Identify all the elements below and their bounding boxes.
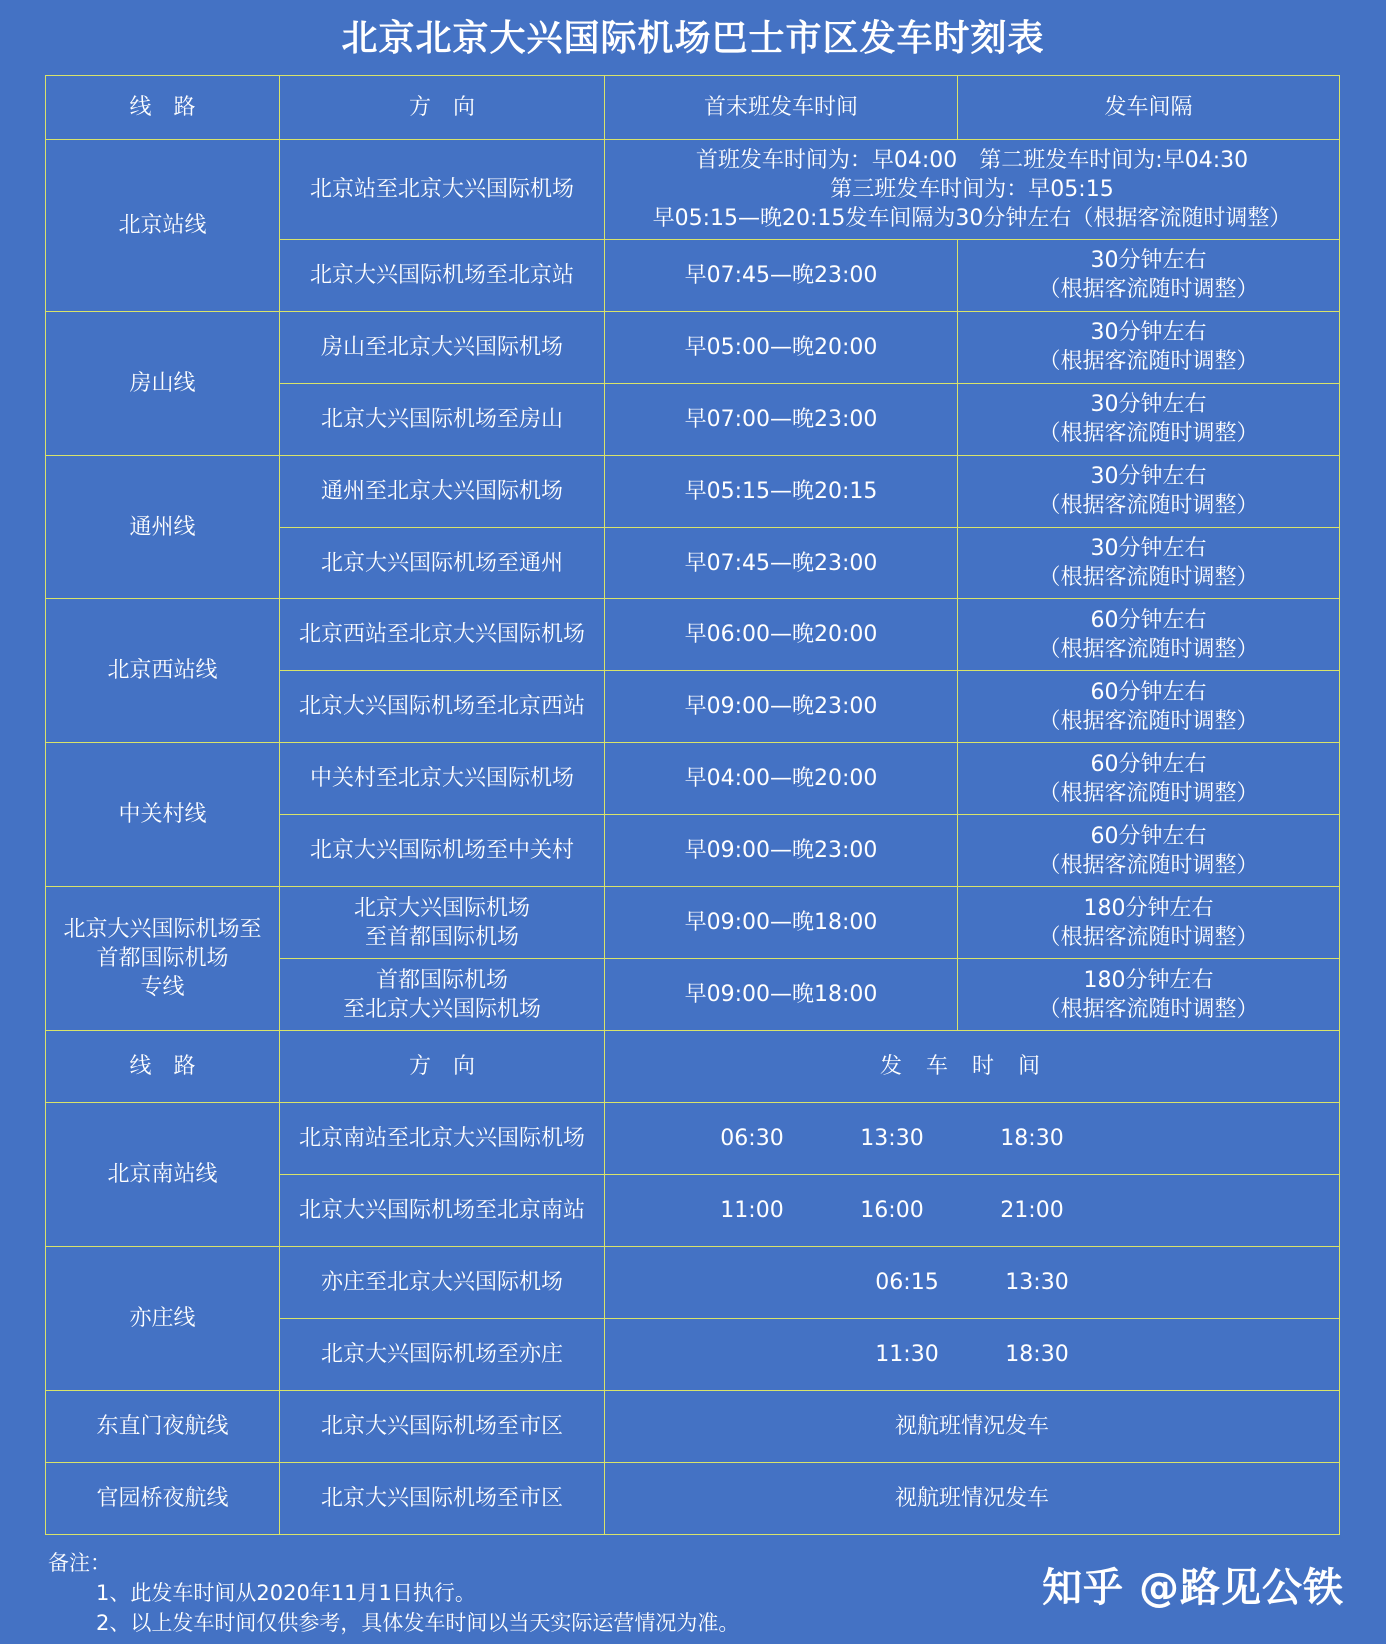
line-name: 中关村线 [46,743,280,887]
header-interval: 发车间隔 [958,76,1340,140]
departure-times: 视航班情况发车 [605,1390,1340,1462]
zhihu-watermark: 知乎 @路见公铁 [1042,1565,1344,1611]
line-name: 房山线 [46,311,280,455]
departure-times: 06:30 13:30 18:30 [605,1103,1340,1175]
interval-cell: 180分钟左右 （根据客流随时调整） [958,887,1340,959]
departure-times: 11:30 18:30 [605,1319,1340,1391]
direction-cell: 北京大兴国际机场 至首都国际机场 [280,887,605,959]
line-name: 北京西站线 [46,599,280,743]
time-cell: 早05:15—晚20:15 [605,455,958,527]
header-line: 线 路 [46,76,280,140]
note-item: 1、此发车时间从2020年11月1日执行。 [96,1581,476,1605]
time-cell: 早09:00—晚23:00 [605,671,958,743]
time-cell: 早09:00—晚18:00 [605,887,958,959]
interval-cell: 60分钟左右 （根据客流随时调整） [958,671,1340,743]
direction-cell: 北京站至北京大兴国际机场 [280,139,605,239]
table-row [46,1462,1340,1534]
direction-cell: 北京大兴国际机场至中关村 [280,815,605,887]
direction-cell: 首都国际机场 至北京大兴国际机场 [280,959,605,1031]
time-cell: 早04:00—晚20:00 [605,743,958,815]
header-row-1 [46,76,1340,140]
line-name: 官园桥夜航线 [46,1462,280,1534]
table-row [46,1390,1340,1462]
header-direction: 方 向 [280,76,605,140]
table-row [46,1103,1340,1175]
direction-cell: 北京南站至北京大兴国际机场 [280,1103,605,1175]
table-row [46,743,1340,815]
table-row [46,1247,1340,1319]
time-cell: 早07:45—晚23:00 [605,239,958,311]
notes-label: 备注： [48,1551,111,1575]
direction-cell: 北京大兴国际机场至北京西站 [280,671,605,743]
line-name: 北京大兴国际机场至 首都国际机场 专线 [46,887,280,1031]
header-first-last-time: 首末班发车时间 [605,76,958,140]
header-line: 线 路 [46,1031,280,1103]
interval-cell: 30分钟左右 （根据客流随时调整） [958,527,1340,599]
direction-cell: 亦庄至北京大兴国际机场 [280,1247,605,1319]
line-name: 东直门夜航线 [46,1390,280,1462]
line-name: 通州线 [46,455,280,599]
schedule-table [45,75,1340,1535]
departure-times: 视航班情况发车 [605,1462,1340,1534]
header-direction: 方 向 [280,1031,605,1103]
direction-cell: 通州至北京大兴国际机场 [280,455,605,527]
notes [48,1548,739,1638]
direction-cell: 北京西站至北京大兴国际机场 [280,599,605,671]
direction-cell: 北京大兴国际机场至市区 [280,1462,605,1534]
header-row-2 [46,1031,1340,1103]
table-row [46,887,1340,959]
table-row [46,599,1340,671]
note-item: 2、以上发车时间仅供参考，具体发车时间以当天实际运营情况为准。 [96,1611,740,1635]
direction-cell: 北京大兴国际机场至亦庄 [280,1319,605,1391]
direction-cell: 北京大兴国际机场至北京南站 [280,1175,605,1247]
header-departure-time: 发车时间 [605,1031,1340,1103]
direction-cell: 中关村至北京大兴国际机场 [280,743,605,815]
direction-cell: 北京大兴国际机场至通州 [280,527,605,599]
interval-cell: 30分钟左右 （根据客流随时调整） [958,455,1340,527]
time-cell: 早06:00—晚20:00 [605,599,958,671]
direction-cell: 北京大兴国际机场至市区 [280,1390,605,1462]
time-cell: 早09:00—晚23:00 [605,815,958,887]
departure-times: 11:00 16:00 21:00 [605,1175,1340,1247]
departure-times: 06:15 13:30 [605,1247,1340,1319]
direction-cell: 房山至北京大兴国际机场 [280,311,605,383]
interval-cell: 30分钟左右 （根据客流随时调整） [958,311,1340,383]
table-row [46,311,1340,383]
beijing-station-schedule-note: 首班发车时间为：早04:00 第二班发车时间为:早04:30 第三班发车时间为：早05:15 早05:15—晚20:15发车间隔为30分钟左右（根据客流随时调整） [605,139,1340,239]
time-cell: 早07:45—晚23:00 [605,527,958,599]
table-row [46,455,1340,527]
line-name: 北京站线 [46,139,280,311]
interval-cell: 30分钟左右 （根据客流随时调整） [958,239,1340,311]
interval-cell: 30分钟左右 （根据客流随时调整） [958,383,1340,455]
line-name: 北京南站线 [46,1103,280,1247]
interval-cell: 60分钟左右 （根据客流随时调整） [958,599,1340,671]
interval-cell: 60分钟左右 （根据客流随时调整） [958,815,1340,887]
line-name: 亦庄线 [46,1247,280,1391]
direction-cell: 北京大兴国际机场至北京站 [280,239,605,311]
direction-cell: 北京大兴国际机场至房山 [280,383,605,455]
page-title: 北京北京大兴国际机场巴士市区发车时刻表 [341,18,1045,59]
time-cell: 早07:00—晚23:00 [605,383,958,455]
table-row [46,139,1340,239]
interval-cell: 180分钟左右 （根据客流随时调整） [958,959,1340,1031]
time-cell: 早05:00—晚20:00 [605,311,958,383]
interval-cell: 60分钟左右 （根据客流随时调整） [958,743,1340,815]
time-cell: 早09:00—晚18:00 [605,959,958,1031]
